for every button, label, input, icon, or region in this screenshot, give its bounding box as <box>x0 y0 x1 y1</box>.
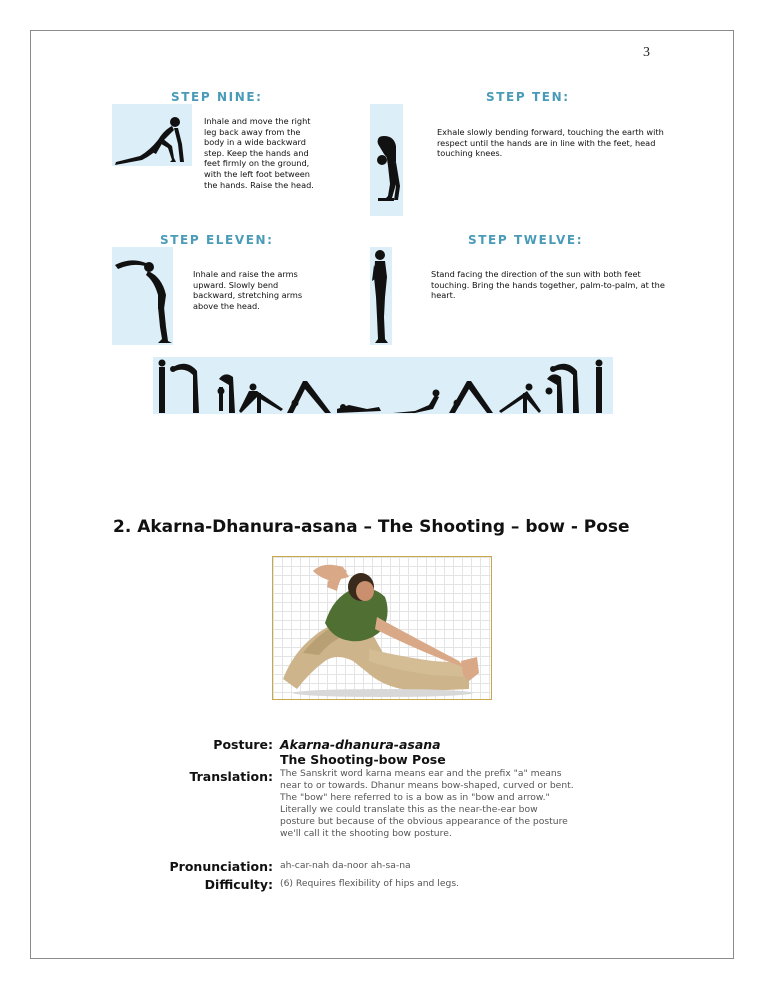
pronunciation-text: ah-car-nah da-noor ah-sa-na <box>280 860 411 871</box>
step-ten-figure <box>370 104 403 216</box>
text-line: Inhale and raise the arms <box>193 269 298 279</box>
translation-label: Translation: <box>189 769 273 784</box>
step-nine-figure <box>112 104 192 166</box>
text-line: Exhale slowly bending forward, touching the earth with <box>437 127 664 137</box>
text-line: above the head. <box>193 300 260 311</box>
step-eleven-text <box>193 269 333 311</box>
posture-english-name: The Shooting-bow Pose <box>280 752 446 767</box>
text-line: Literally we could translate this as the near-the-ear bow <box>280 804 538 815</box>
step-eleven-title: STEP ELEVEN: <box>160 233 274 247</box>
step-twelve-figure <box>370 247 392 345</box>
step-ten-title: STEP TEN: <box>486 90 570 104</box>
step-eleven-figure <box>112 247 173 345</box>
sun-salutation-sequence-strip <box>153 357 613 414</box>
text-line: Inhale and move the right <box>204 116 311 126</box>
difficulty-text: (6) Requires flexibility of hips and legs. <box>280 878 460 889</box>
text-line: feet firmly on the ground, <box>204 158 310 169</box>
text-line: with the left foot between <box>204 168 310 179</box>
text-line: the hands. Raise the head. <box>204 179 314 190</box>
text-line: touching. Bring the hands together, palm-to-palm, at the <box>431 279 665 290</box>
text-line: backward, stretching arms <box>193 290 303 301</box>
step-twelve-text <box>431 269 701 301</box>
text-line: The "bow" here referred to is a bow as in "bow and arrow." <box>280 792 550 803</box>
shooting-bow-pose-photo <box>272 556 492 700</box>
text-line: posture but because of the obvious appearance of the posture <box>280 816 568 827</box>
step-ten-text <box>437 127 697 159</box>
text-line: touching knees. <box>437 148 503 159</box>
text-line: The Sanskrit word karna means ear and the prefix "a" means <box>280 768 562 779</box>
text-line: step. Keep the hands and <box>204 147 309 158</box>
page-number: 3 <box>643 45 650 60</box>
step-nine-title: STEP NINE: <box>171 90 263 104</box>
posture-label: Posture: <box>213 737 273 752</box>
text-line: near to or towards. Dhanur means bow-shaped, curved or bent. <box>280 780 574 791</box>
step-twelve-title: STEP TWELVE: <box>468 233 584 247</box>
text-line: upward. Slowly bend <box>193 279 279 290</box>
text-line: we'll call it the shooting bow posture. <box>280 828 452 839</box>
text-line: heart. <box>431 290 456 301</box>
section-heading: 2. Akarna-Dhanura-asana – The Shooting – bow - Pose <box>113 517 630 537</box>
text-line: body in a wide backward <box>204 137 306 148</box>
step-nine-text <box>204 116 344 190</box>
difficulty-label: Difficulty: <box>204 877 273 892</box>
text-line: leg back away from the <box>204 126 301 137</box>
posture-name: Akarna-dhanura-asana <box>280 737 441 752</box>
text-line: respect until the hands are in line with the feet, head <box>437 137 656 148</box>
text-line: Stand facing the direction of the sun with both feet <box>431 269 641 279</box>
pronunciation-label: Pronunciation: <box>169 859 273 874</box>
translation-text <box>280 768 610 840</box>
